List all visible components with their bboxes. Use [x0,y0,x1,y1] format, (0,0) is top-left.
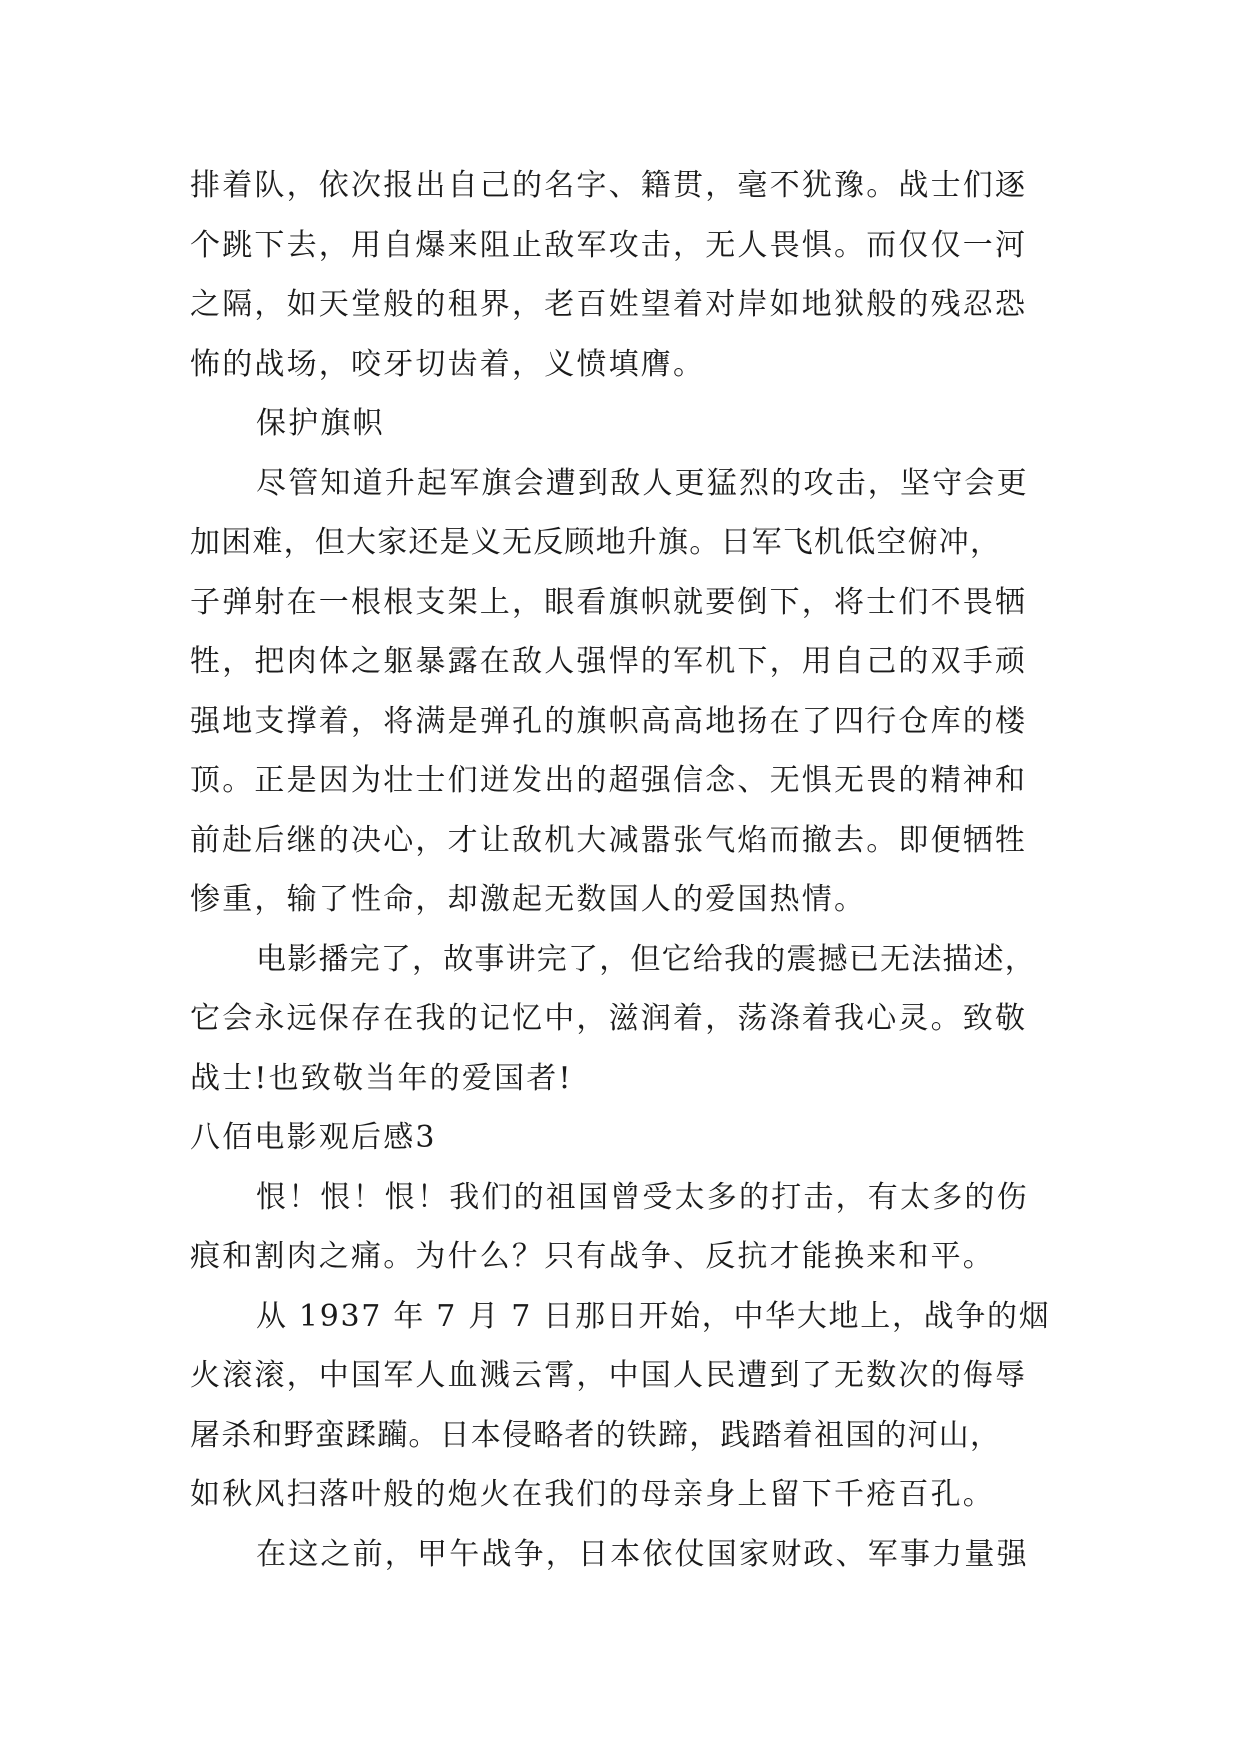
text-line: 痕和割肉之痛。为什么？只有战争、反抗才能换来和平。 [190,1239,995,1274]
text-line: 加困难，但大家还是义无反顾地升旗。日军飞机低空俯冲， [190,525,1002,560]
text-line: 火滚滚，中国军人血溅云霄，中国人民遭到了无数次的侮辱 [190,1358,1028,1393]
text-line: 牲，把肉体之躯暴露在敌人强悍的军机下，用自己的双手顽 [190,644,1028,679]
text-line: 它会永远保存在我的记忆中，滋润着，荡涤着我心灵。致敬 [190,1001,1028,1036]
text-line: 子弹射在一根根支架上，眼看旗帜就要倒下，将士们不畏牺 [190,584,1028,620]
section-heading: 保护旗帜 [256,406,385,441]
text-line: 电影播完了，故事讲完了，但它给我的震撼已无法描述， [256,941,1036,977]
text-line: 战士!也致敬当年的爱国者! [190,1060,573,1096]
text-line: 惨重，输了性命，却激起无数国人的爱国热情。 [190,882,867,917]
text-line: 屠杀和野蛮蹂躏。日本侵略者的铁蹄，践踏着祖国的河山， [190,1417,1002,1453]
text-line: 排着队，依次报出自己的名字、籍贯，毫不犹豫。战士们逐 [190,168,1028,203]
document-body [190,156,1052,1584]
text-line: 在这之前，甲午战争，日本依仗国家财政、军事力量强 [256,1536,1029,1572]
article-title: 八佰电影观后感3 [190,1120,437,1155]
text-line: 如秋风扫落叶般的炮火在我们的母亲身上留下千疮百孔。 [190,1477,995,1512]
text-line: 顶。正是因为壮士们迸发出的超强信念、无惧无畏的精神和 [190,763,1028,798]
text-line: 强地支撑着，将满是弹孔的旗帜高高地扬在了四行仓库的楼 [190,703,1028,739]
text-line: 从 1937 年 7 月 7 日那日开始，中华大地上，战争的烟 [256,1298,1051,1334]
text-line: 尽管知道升起军旗会遭到敌人更猛烈的攻击，坚守会更 [256,465,1029,501]
text-line: 个跳下去，用自爆来阻止敌军攻击，无人畏惧。而仅仅一河 [190,227,1028,263]
text-line: 前赴后继的决心，才让敌机大减嚣张气焰而撤去。即便牺牲 [190,822,1028,858]
text-line: 怖的战场，咬牙切齿着，义愤填膺。 [190,346,706,382]
text-line: 之隔，如天堂般的租界，老百姓望着对岸如地狱般的残忍恐 [190,287,1028,322]
text-line: 恨！恨！恨！我们的祖国曾受太多的打击，有太多的伤 [256,1179,1029,1215]
